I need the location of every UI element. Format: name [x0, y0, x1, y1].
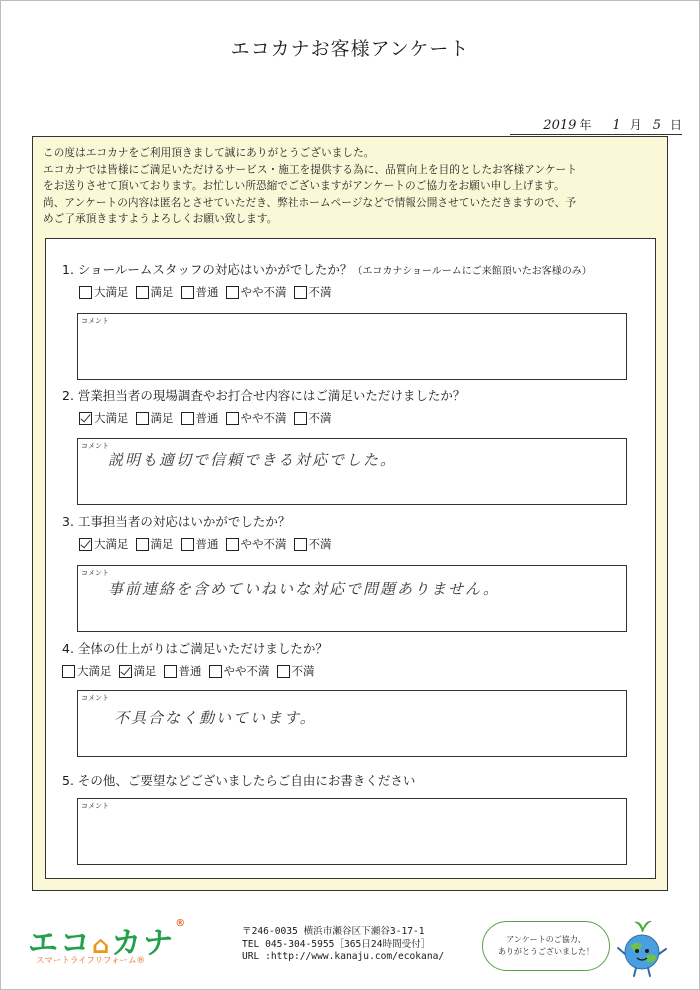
intro-line: この度はエコカナをご利用頂きまして誠にありがとうございました。: [43, 147, 375, 159]
earth-mascot-icon: [612, 918, 672, 980]
option-somewhat-dissatisfied[interactable]: やや不満: [226, 536, 287, 552]
comment-box-1[interactable]: [77, 313, 627, 380]
option-dissatisfied[interactable]: 不満: [277, 663, 315, 679]
comment-text: 説明も適切で信頼できる対応でした。: [108, 451, 398, 469]
option-dissatisfied[interactable]: 不満: [294, 410, 332, 426]
checkbox[interactable]: [277, 665, 290, 678]
telephone: TEL 045-304-5955［365日24時間受付］: [242, 938, 431, 950]
comment-box-3[interactable]: [77, 565, 627, 632]
footer: [0, 918, 700, 990]
comment-box-5[interactable]: [77, 798, 627, 865]
checkbox[interactable]: [79, 286, 92, 299]
comment-box-4[interactable]: [77, 690, 627, 757]
question-5: [62, 772, 652, 790]
intro-line: エコカナでは皆様にご満足いただけるサービス・施工を提供する為に、品質向上を目的としたお客様アンケート: [43, 163, 578, 176]
page-title: エコカナお客様アンケート: [230, 38, 470, 60]
option-neutral[interactable]: 普通: [181, 410, 219, 426]
option-satisfied[interactable]: 満足: [136, 410, 174, 426]
options-row: [62, 663, 652, 679]
checkbox[interactable]: [226, 286, 239, 299]
intro-line: をお送りさせて頂いております。お忙しい所恐縮でございますがアンケートのご協力をお願い申し上げます。: [43, 180, 565, 192]
checkbox[interactable]: [226, 412, 239, 425]
date-month: 1: [612, 118, 621, 133]
ecokana-logo: エコ⌂カナ®: [28, 918, 188, 961]
checkbox[interactable]: [181, 412, 194, 425]
checkbox[interactable]: [209, 665, 222, 678]
question-text: 3. 工事担当者の対応はいかがでしたか？: [62, 514, 291, 529]
checkbox[interactable]: [79, 538, 92, 551]
option-somewhat-dissatisfied[interactable]: やや不満: [226, 410, 287, 426]
checkbox[interactable]: [181, 538, 194, 551]
comment-label: コメント: [81, 569, 109, 577]
option-somewhat-dissatisfied[interactable]: やや不満: [226, 284, 287, 300]
checkbox[interactable]: [294, 412, 307, 425]
question-note: （エコカナショールームにご来館頂いたお客様のみ）: [352, 266, 592, 277]
comment-text: 不具合なく動いています。: [114, 709, 317, 727]
comment-label: コメント: [81, 442, 109, 450]
comment-label: コメント: [81, 802, 109, 810]
option-very-satisfied[interactable]: 大満足: [79, 284, 129, 300]
question-2: [62, 387, 652, 426]
comment-box-2[interactable]: [77, 438, 627, 505]
website-url: URL :http://www.kanaju.com/ecokana/: [242, 951, 445, 962]
survey-date: [540, 116, 682, 133]
survey-panel: [32, 136, 668, 891]
option-very-satisfied[interactable]: 大満足: [62, 663, 112, 679]
checkbox[interactable]: [164, 665, 177, 678]
checkbox[interactable]: [119, 665, 132, 678]
question-4: [62, 640, 652, 679]
intro-line: めご了承頂きますようよろしくお願い致します。: [43, 213, 278, 225]
checkbox[interactable]: [181, 286, 194, 299]
date-underline: [510, 134, 682, 135]
question-1: [62, 261, 652, 300]
date-year: 2019: [543, 118, 577, 133]
options-row: [79, 536, 652, 552]
option-satisfied[interactable]: 満足: [119, 663, 157, 679]
questions-area: [45, 238, 656, 879]
thanks-bubble: アンケートのご協力、 ありがとうございました！: [482, 921, 610, 971]
option-dissatisfied[interactable]: 不満: [294, 284, 332, 300]
question-text: 5. その他、ご要望などございましたらご自由にお書きください: [62, 773, 416, 788]
contact-info: [242, 926, 444, 964]
question-3: [62, 513, 652, 552]
checkbox[interactable]: [136, 538, 149, 551]
options-row: [79, 284, 652, 300]
comment-text: 事前連絡を含めていねいな対応で問題ありません。: [108, 580, 500, 598]
option-very-satisfied[interactable]: 大満足: [79, 410, 129, 426]
intro-text: [43, 145, 658, 228]
checkbox[interactable]: [62, 665, 75, 678]
question-text: 2. 営業担当者の現場調査やお打合せ内容にはご満足いただけましたか？: [62, 388, 466, 403]
option-very-satisfied[interactable]: 大満足: [79, 536, 129, 552]
option-somewhat-dissatisfied[interactable]: やや不満: [209, 663, 270, 679]
question-text: 4. 全体の仕上がりはご満足いただけましたか？: [62, 641, 328, 656]
checkbox[interactable]: [294, 538, 307, 551]
logo-tagline: スマートライフリフォーム®: [36, 956, 146, 966]
option-dissatisfied[interactable]: 不満: [294, 536, 332, 552]
option-neutral[interactable]: 普通: [164, 663, 202, 679]
comment-label: コメント: [81, 317, 109, 325]
checkbox[interactable]: [294, 286, 307, 299]
date-day-unit: 日: [669, 118, 682, 132]
checkbox[interactable]: [136, 412, 149, 425]
option-neutral[interactable]: 普通: [181, 284, 219, 300]
checkbox[interactable]: [226, 538, 239, 551]
intro-line: 尚、アンケートの内容は匿名とさせていただき、弊社ホームページなどで情報公開させていただきますので、予: [43, 196, 577, 209]
date-year-unit: 年: [579, 118, 592, 132]
date-day: 5: [652, 118, 661, 133]
option-satisfied[interactable]: 満足: [136, 536, 174, 552]
option-neutral[interactable]: 普通: [181, 536, 219, 552]
question-text: 1. ショールームスタッフの対応はいかがでしたか？: [62, 262, 353, 277]
checkbox[interactable]: [136, 286, 149, 299]
comment-label: コメント: [81, 694, 109, 702]
options-row: [79, 410, 652, 426]
date-month-unit: 月: [629, 118, 642, 132]
option-satisfied[interactable]: 満足: [136, 284, 174, 300]
house-icon: ⌂: [92, 931, 112, 959]
checkbox[interactable]: [79, 412, 92, 425]
address: 〒246-0035 横浜市瀬谷区下瀬谷3-17-1: [242, 926, 425, 937]
